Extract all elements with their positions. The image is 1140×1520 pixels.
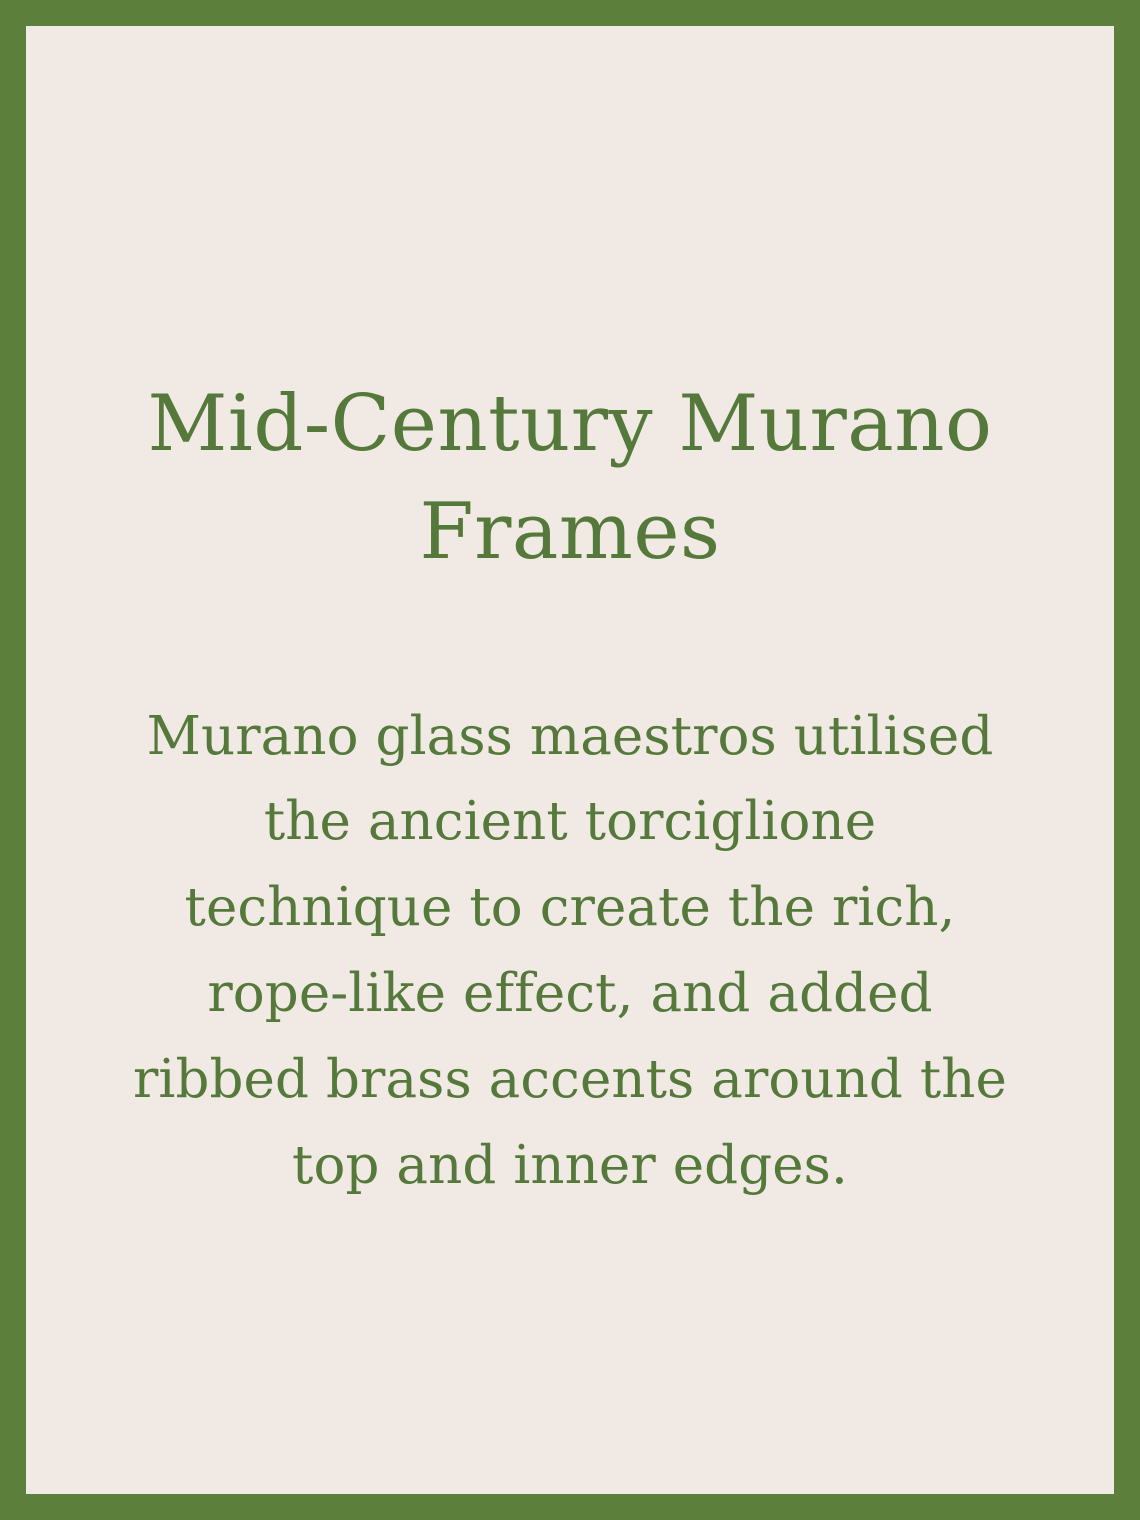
poster-card [26, 26, 1114, 1494]
poster-description: Murano glass maestros utilised the ancient torciglione technique to create the rich, rope-like effect, and added ribbed brass accents around the top and inner edges. [133, 705, 1007, 1196]
page-title: Mid-Century Murano Frames [147, 379, 993, 577]
